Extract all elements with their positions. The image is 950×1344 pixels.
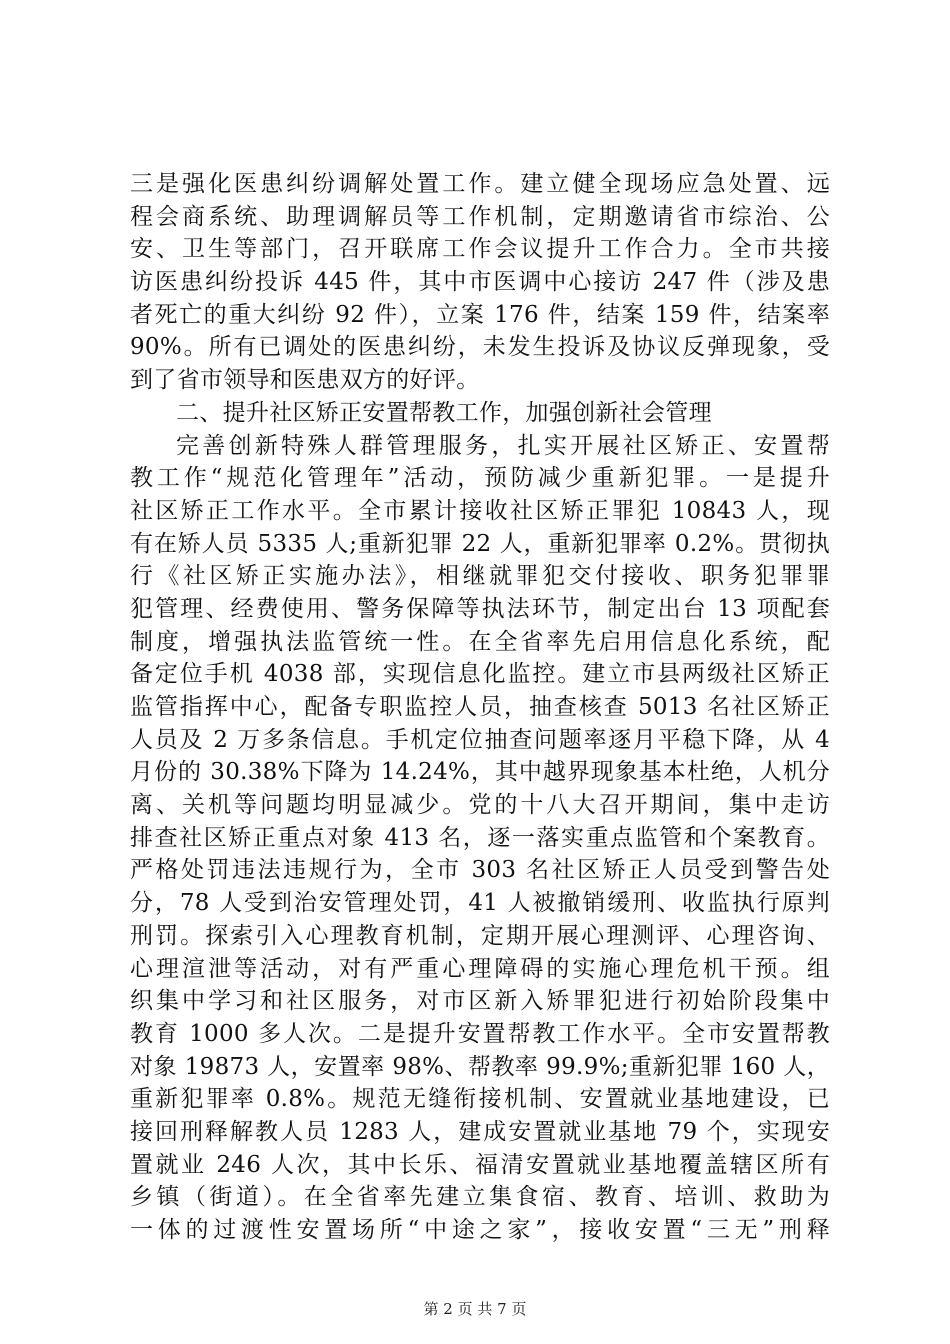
text-line: 访医患纠纷投诉 445 件，其中市医调中心接访 247 件（涉及患 xyxy=(130,269,830,296)
text-line: 有在矫人员 5335 人;重新犯罪 22 人，重新犯罪率 0.2%。贯彻执 xyxy=(130,530,830,557)
text-line: 教工作“规范化管理年”活动，预防减少重新犯罪。一是提升 xyxy=(130,465,830,492)
text-line: 乡镇（街道）。在全省率先建立集食宿、教育、培训、救助为 xyxy=(130,1184,830,1211)
text-line: 离、关机等问题均明显减少。党的十八大召开期间，集中走访 xyxy=(130,792,830,819)
section-heading: 二、提升社区矫正安置帮教工作，加强创新社会管理 xyxy=(176,399,712,426)
text-line: 到了省市领导和医患双方的好评。 xyxy=(130,367,480,394)
text-line: 行《社区矫正实施办法》，相继就罪犯交付接收、职务犯罪罪 xyxy=(130,563,830,590)
text-line: 分，78 人受到治安管理处罚，41 人被撤销缓刑、收监执行原判 xyxy=(130,890,830,917)
text-line: 教育 1000 多人次。二是提升安置帮教工作水平。全市安置帮教 xyxy=(130,1020,830,1047)
document-body xyxy=(130,168,830,1247)
text-line: 严格处罚违法违规行为，全市 303 名社区矫正人员受到警告处 xyxy=(130,857,830,884)
page-number-footer: 第 2 页 共 7 页 xyxy=(423,1300,527,1318)
text-line: 置就业 246 人次，其中长乐、福清安置就业基地覆盖辖区所有 xyxy=(130,1151,830,1178)
text-line: 排查社区矫正重点对象 413 名，逐一落实重点监管和个案教育。 xyxy=(130,824,830,851)
text-line: 完善创新特殊人群管理服务，扎实开展社区矫正、安置帮 xyxy=(176,432,830,459)
text-line: 社区矫正工作水平。全市累计接收社区矫正罪犯 10843 人，现 xyxy=(130,497,830,524)
text-line: 制度，增强执法监管统一性。在全省率先启用信息化系统，配 xyxy=(130,628,830,655)
text-line: 人员及 2 万多条信息。手机定位抽查问题率逐月平稳下降，从 4 xyxy=(130,726,830,753)
text-line: 犯管理、经费使用、警务保障等执法环节，制定出台 13 项配套 xyxy=(130,595,830,622)
text-line: 监管指挥中心，配备专职监控人员，抽查核查 5013 名社区矫正 xyxy=(130,694,830,720)
text-line: 刑罚。探索引入心理教育机制，定期开展心理测评、心理咨询、 xyxy=(130,922,830,949)
text-line: 月份的 30.38%下降为 14.24%，其中越界现象基本杜绝，人机分 xyxy=(130,759,830,786)
text-line: 90%。所有已调处的医患纠纷，未发生投诉及协议反弹现象，受 xyxy=(130,334,830,361)
text-line: 接回刑释解教人员 1283 人，建成安置就业基地 79 个，实现安 xyxy=(130,1118,830,1145)
text-line: 三是强化医患纠纷调解处置工作。建立健全现场应急处置、远 xyxy=(130,171,830,197)
text-line: 备定位手机 4038 部，实现信息化监控。建立市县两级社区矫正 xyxy=(130,661,830,688)
text-line: 安、卫生等部门，召开联席工作会议提升工作合力。全市共接 xyxy=(130,236,830,263)
text-line: 程会商系统、助理调解员等工作机制，定期邀请省市综治、公 xyxy=(130,203,830,230)
text-line: 者死亡的重大纠纷 92 件），立案 176 件，结案 159 件，结案率 xyxy=(130,301,830,328)
text-line: 心理渲泄等活动，对有严重心理障碍的实施心理危机干预。组 xyxy=(130,955,830,982)
text-line: 对象 19873 人，安置率 98%、帮教率 99.9%;重新犯罪 160 人， xyxy=(130,1053,830,1080)
text-line: 一体的过渡性安置场所“中途之家”，接收安置“三无”刑释 xyxy=(130,1217,830,1243)
text-line: 织集中学习和社区服务，对市区新入矫罪犯进行初始阶段集中 xyxy=(130,988,830,1015)
text-line: 重新犯罪率 0.8%。规范无缝衔接机制、安置就业基地建设，已 xyxy=(130,1086,830,1113)
